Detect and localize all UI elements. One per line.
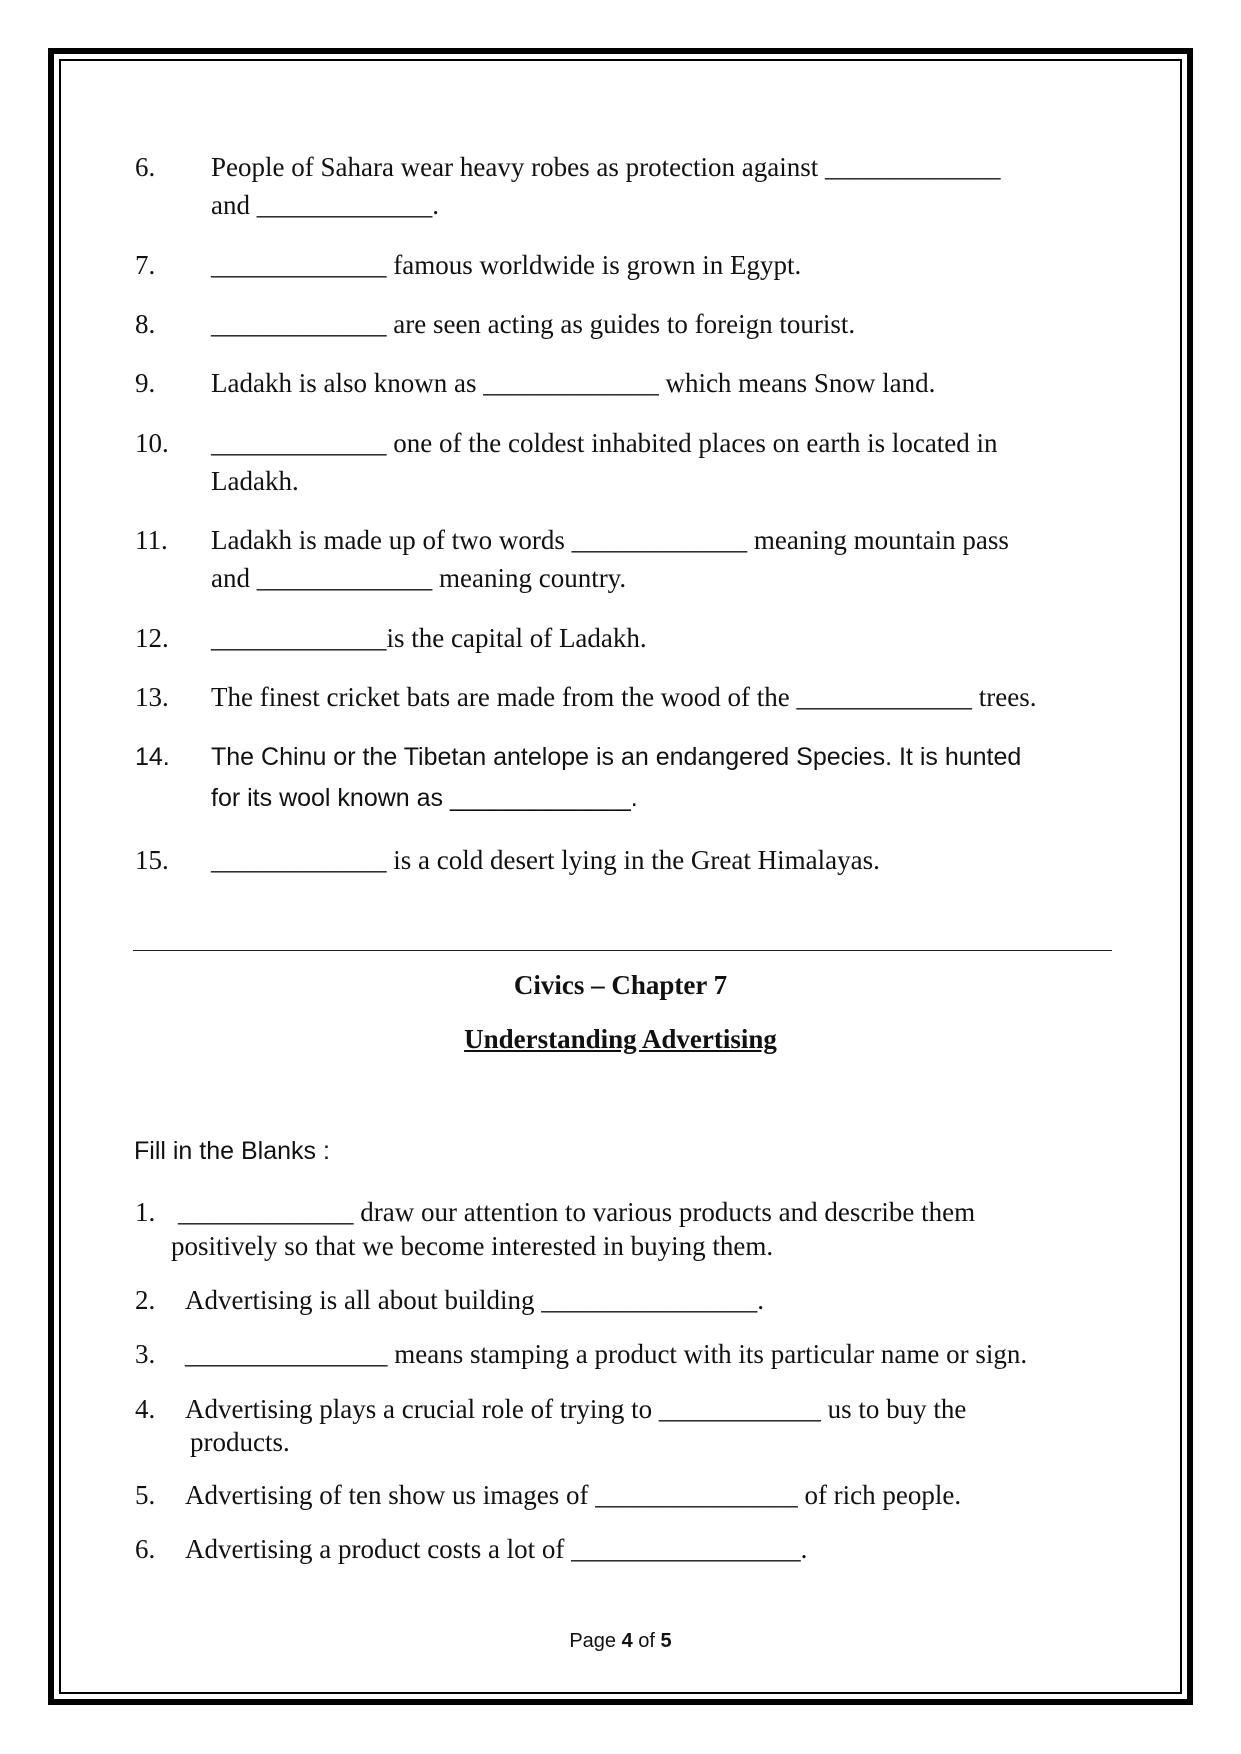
question-text-line: products. bbox=[190, 1427, 290, 1457]
question-text-line: Ladakh is made up of two words _____________ meaning mountain pass bbox=[211, 525, 1009, 555]
footer-current-page: 4 bbox=[621, 1630, 633, 1652]
question-number: 10. bbox=[135, 428, 169, 458]
question-number: 3. bbox=[135, 1339, 156, 1369]
question-text-line: and _____________ meaning country. bbox=[211, 563, 627, 593]
question-text-line: _____________ famous worldwide is grown in Egypt. bbox=[211, 250, 802, 280]
question-text-line: _______________ means stamping a product with its particular name or sign. bbox=[185, 1339, 1028, 1369]
question-text-line: _____________ one of the coldest inhabited places on earth is located in bbox=[211, 428, 998, 458]
question-number: 4. bbox=[135, 1394, 156, 1424]
chapter-title: Civics – Chapter 7 bbox=[513, 970, 728, 1000]
chapter-subtitle-text: Understanding Advertising bbox=[464, 1024, 777, 1054]
question-number: 6. bbox=[135, 1534, 156, 1564]
question-number: 7. bbox=[135, 250, 156, 280]
question-number: 12. bbox=[135, 623, 169, 653]
question-text-line: Advertising a product costs a lot of _________________. bbox=[185, 1534, 808, 1564]
question-text-line: Ladakh. bbox=[211, 466, 299, 496]
question-text-line: People of Sahara wear heavy robes as protection against _____________ bbox=[211, 152, 1001, 182]
question-text-line: The finest cricket bats are made from the wood of the _____________ trees. bbox=[211, 682, 1037, 712]
question-number: 9. bbox=[135, 368, 156, 398]
question-number: 1. bbox=[135, 1197, 156, 1227]
question-number: 2. bbox=[135, 1285, 156, 1315]
question-text-line: positively so that we become interested in buying them. bbox=[171, 1231, 774, 1261]
question-text-line: Advertising is all about building ________________. bbox=[185, 1285, 764, 1315]
question-text-line: Advertising of ten show us images of _______________ of rich people. bbox=[185, 1480, 962, 1510]
question-text-line: and _____________. bbox=[211, 190, 439, 220]
instruction: Fill in the Blanks : bbox=[134, 1137, 330, 1165]
question-number: 6. bbox=[135, 152, 156, 182]
question-text-line: for its wool known as _____________. bbox=[211, 784, 638, 812]
chapter-subtitle bbox=[0, 1024, 1241, 1055]
question-text-line: _____________ is a cold desert lying in the Great Himalayas. bbox=[211, 845, 880, 875]
footer-prefix: Page bbox=[569, 1630, 617, 1652]
question-text-line: _____________ are seen acting as guides to foreign tourist. bbox=[211, 309, 856, 339]
question-number: 11. bbox=[135, 525, 168, 555]
page-footer bbox=[0, 1630, 1241, 1653]
question-text-line: Ladakh is also known as _____________ which means Snow land. bbox=[211, 368, 936, 398]
question-number: 14. bbox=[135, 743, 170, 771]
question-number: 8. bbox=[135, 309, 156, 339]
section-divider bbox=[133, 950, 1112, 951]
question-text-line: Advertising plays a crucial role of trying to ____________ us to buy the bbox=[185, 1394, 967, 1424]
question-number: 13. bbox=[135, 682, 169, 712]
question-number: 15. bbox=[135, 845, 169, 875]
question-text-line: The Chinu or the Tibetan antelope is an endangered Species. It is hunted bbox=[211, 743, 1022, 771]
footer-of: of bbox=[638, 1630, 655, 1652]
footer-total-pages: 5 bbox=[660, 1630, 672, 1652]
question-text-line: _____________ draw our attention to various products and describe them bbox=[178, 1197, 976, 1227]
question-text-line: _____________is the capital of Ladakh. bbox=[211, 623, 647, 653]
question-number: 5. bbox=[135, 1480, 156, 1510]
